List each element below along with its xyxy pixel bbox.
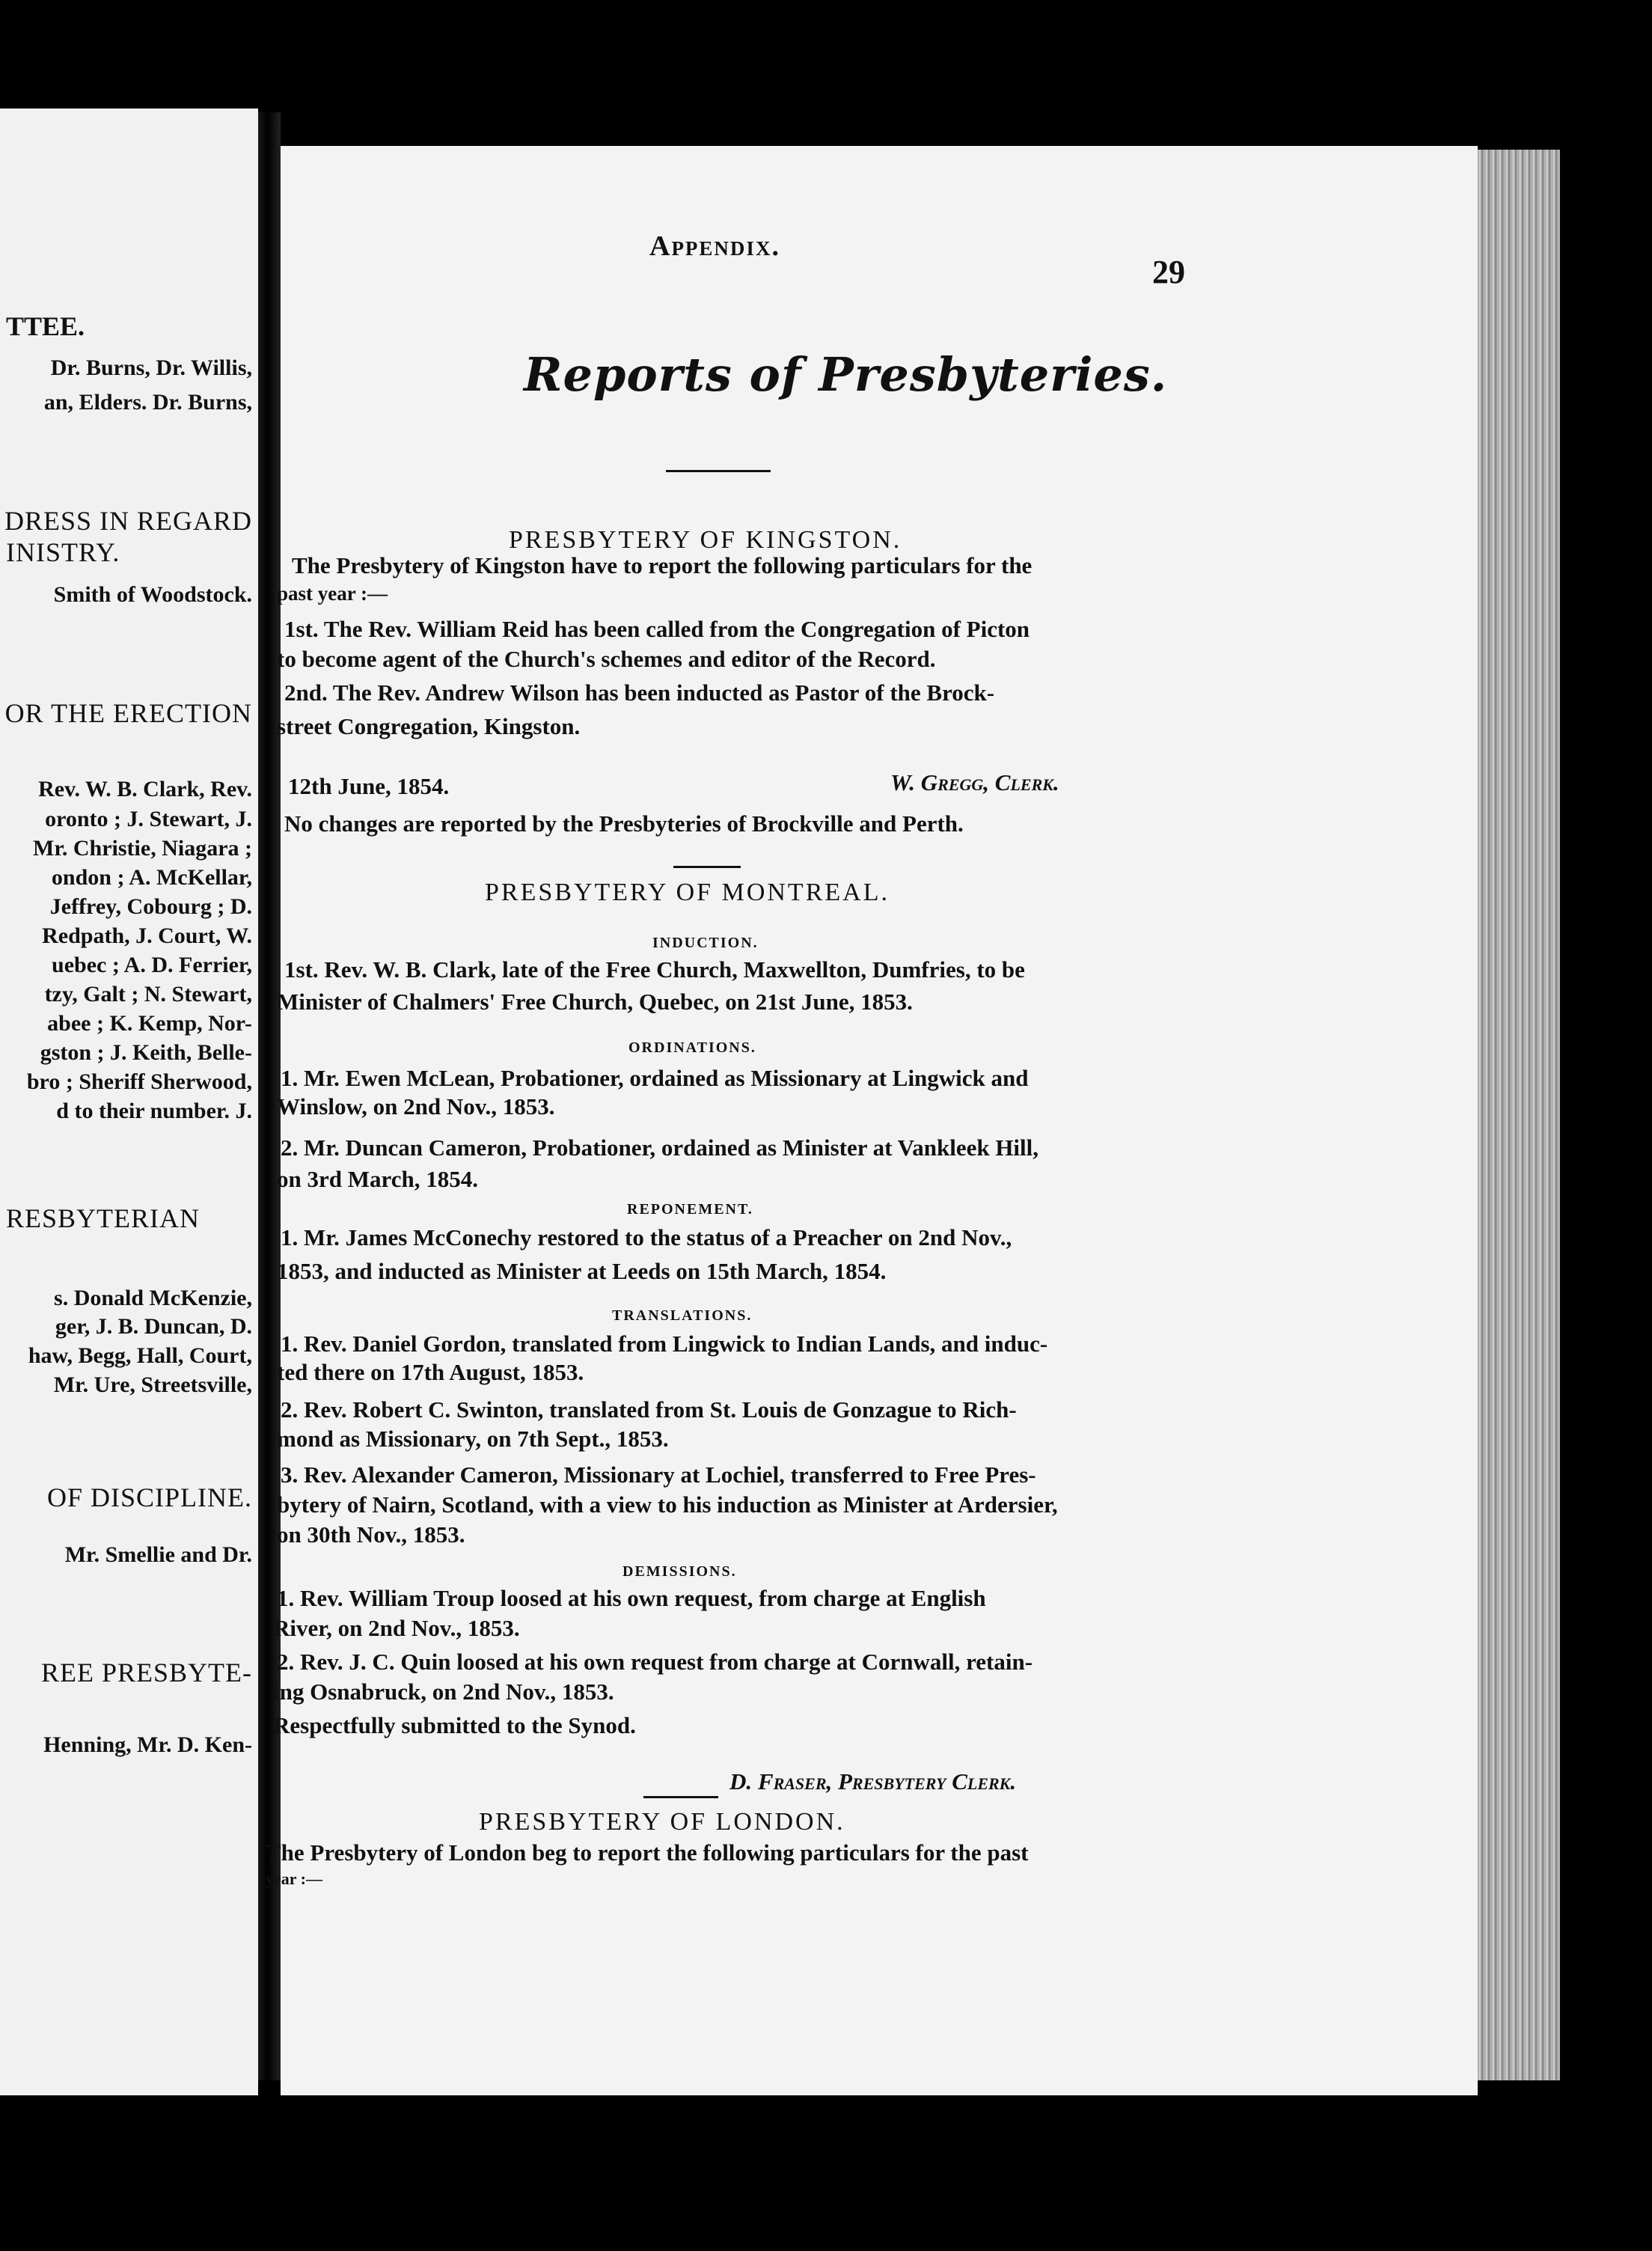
kingston-line: street Congregation, Kingston. (277, 713, 581, 739)
london-line: year :— (266, 1869, 322, 1888)
montreal-line: bytery of Nairn, Scotland, with a view to his induction as Minister at Ardersier, (277, 1491, 1058, 1518)
montreal-line: Winslow, on 2nd Nov., 1853. (277, 1093, 555, 1120)
page-title: Reports of Presbyteries. (524, 347, 1168, 402)
montreal-line: 1. Rev. William Troup loosed at his own request, from charge at English (277, 1585, 986, 1611)
kingston-note: No changes are reported by the Presbyteries of Brockville and Perth. (284, 810, 964, 837)
montreal-line: 1. Rev. Daniel Gordon, translated from Lingwick to Indian Lands, and induc- (281, 1331, 1048, 1357)
left-line: INISTRY. (6, 537, 120, 567)
left-line: Smith of Woodstock. (53, 582, 252, 607)
montreal-line: on 30th Nov., 1853. (277, 1521, 465, 1548)
left-line: Henning, Mr. D. Ken- (43, 1732, 252, 1757)
left-line: Mr. Smellie and Dr. (64, 1542, 252, 1567)
montreal-closing: Respectfully submitted to the Synod. (273, 1712, 636, 1738)
left-line: gston ; J. Keith, Belle- (40, 1040, 252, 1065)
london-heading: PRESBYTERY OF LONDON. (479, 1808, 845, 1836)
kingston-line: 2nd. The Rev. Andrew Wilson has been inducted as Pastor of the Brock- (284, 679, 995, 706)
ordinations-heading: ORDINATIONS. (628, 1039, 756, 1056)
left-line: TTEE. (6, 311, 85, 341)
demissions-heading: DEMISSIONS. (622, 1563, 737, 1580)
montreal-signature: D. Fraser, Presbytery Clerk. (729, 1768, 1017, 1795)
left-line: d to their number. J. (56, 1099, 252, 1123)
section-rule (673, 866, 741, 868)
left-line: ger, J. B. Duncan, D. (55, 1314, 252, 1339)
left-line: RESBYTERIAN (6, 1203, 201, 1233)
montreal-line: 1st. Rev. W. B. Clark, late of the Free Church, Maxwellton, Dumfries, to be (284, 956, 1025, 983)
left-line: Redpath, J. Court, W. (42, 923, 252, 948)
right-page (281, 146, 1478, 2095)
running-title: Appendix. (649, 230, 780, 262)
montreal-line: 1853, and inducted as Minister at Leeds on 15th March, 1854. (277, 1258, 887, 1284)
left-line: bro ; Sheriff Sherwood, (26, 1069, 252, 1094)
kingston-signature: W. Gregg, Clerk. (890, 769, 1059, 795)
kingston-line: The Presbytery of Kingston have to report the following particulars for the (292, 552, 1032, 578)
montreal-line: 3. Rev. Alexander Cameron, Missionary at Lochiel, transferred to Free Pres- (281, 1462, 1036, 1488)
montreal-line: 1. Mr. Ewen McLean, Probationer, ordained as Missionary at Lingwick and (281, 1065, 1029, 1091)
left-line: oronto ; J. Stewart, J. (45, 807, 252, 831)
kingston-line: 1st. The Rev. William Reid has been called from the Congregation of Picton (284, 616, 1030, 642)
left-line: Mr. Ure, Streetsville, (53, 1372, 252, 1397)
montreal-line: 2. Rev. J. C. Quin loosed at his own request from charge at Cornwall, retain- (277, 1649, 1033, 1675)
left-line: DRESS IN REGARD (4, 506, 252, 536)
left-line: Mr. Christie, Niagara ; (33, 836, 252, 861)
montreal-line: ing Osnabruck, on 2nd Nov., 1853. (273, 1679, 614, 1705)
montreal-line: 2. Mr. Duncan Cameron, Probationer, ordained as Minister at Vankleek Hill, (281, 1134, 1039, 1161)
kingston-line: to become agent of the Church's schemes and editor of the Record. (277, 646, 936, 672)
left-line: uebec ; A. D. Ferrier, (52, 953, 252, 977)
left-line: ondon ; A. McKellar, (51, 865, 252, 890)
left-line: s. Donald McKenzie, (54, 1286, 252, 1310)
left-line: an, Elders. Dr. Burns, (43, 390, 252, 415)
left-line: tzy, Galt ; N. Stewart, (44, 982, 252, 1007)
montreal-line: 2. Rev. Robert C. Swinton, translated from St. Louis de Gonzague to Rich- (281, 1396, 1017, 1423)
induction-heading: INDUCTION. (652, 935, 759, 951)
title-rule (666, 470, 771, 472)
montreal-line: on 3rd March, 1854. (277, 1166, 478, 1192)
left-line: REE PRESBYTE- (40, 1658, 252, 1688)
page-number: 29 (1152, 254, 1185, 290)
left-line: Rev. W. B. Clark, Rev. (38, 777, 252, 801)
translations-heading: TRANSLATIONS. (612, 1307, 753, 1324)
left-line: Jeffrey, Cobourg ; D. (49, 894, 252, 919)
montreal-line: 1. Mr. James McConechy restored to the status of a Preacher on 2nd Nov., (281, 1224, 1012, 1250)
page-edge (1478, 150, 1560, 2080)
montreal-heading: PRESBYTERY OF MONTREAL. (485, 879, 890, 906)
left-line: abee ; K. Kemp, Nor- (47, 1011, 252, 1036)
montreal-line: ted there on 17th August, 1853. (277, 1359, 584, 1385)
london-line: The Presbytery of London beg to report the following particulars for the past (266, 1839, 1029, 1866)
montreal-line: mond as Missionary, on 7th Sept., 1853. (277, 1426, 669, 1452)
kingston-heading: PRESBYTERY OF KINGSTON. (509, 526, 902, 554)
section-rule (643, 1796, 718, 1798)
montreal-line: Minister of Chalmers' Free Church, Quebec, on 21st June, 1853. (277, 989, 913, 1015)
kingston-date: 12th June, 1854. (288, 773, 450, 799)
left-line: haw, Begg, Hall, Court, (28, 1343, 252, 1368)
left-line: OF DISCIPLINE. (46, 1482, 252, 1512)
left-page (0, 109, 258, 2095)
kingston-line: past year :— (277, 582, 388, 605)
left-line: OR THE ERECTION (4, 698, 252, 728)
left-line: Dr. Burns, Dr. Willis, (50, 355, 252, 380)
montreal-line: River, on 2nd Nov., 1853. (273, 1615, 520, 1641)
reponement-heading: REPONEMENT. (627, 1201, 753, 1218)
